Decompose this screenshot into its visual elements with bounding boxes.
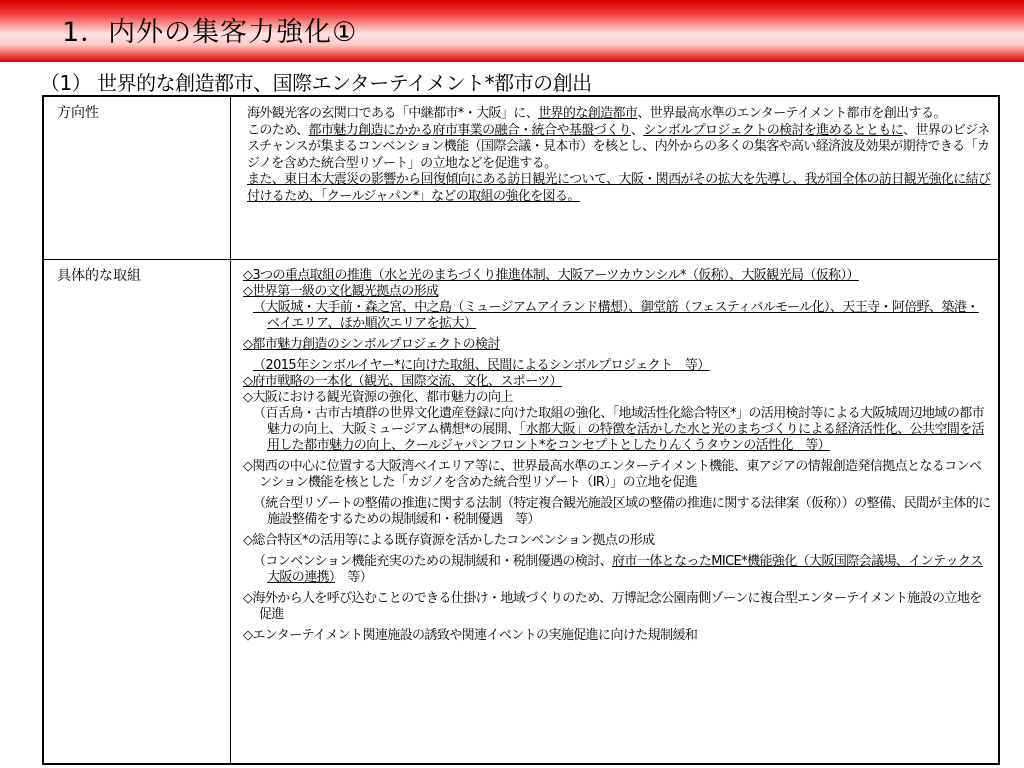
list-item: ◇関西の中心に位置する大阪湾ベイエリア等に、世界最高水準のエンターテイメント機能、東アジアの情報創造発信拠点となるコンベンション機能を核とした「カジノを含めた統合型リゾート（IR）」の立地を促進 bbox=[243, 458, 982, 490]
list-item: ◇エンターテイメント関連施設の誘致や関連イベントの実施促進に向けた規制緩和 bbox=[243, 627, 698, 643]
direction-label: 方向性 bbox=[43, 96, 231, 259]
direction-paragraph-1: 海外観光客の玄関口である「中継都市*・大阪」に、世界的な創造都市、世界最高水準のエンターテイメント都市を創出する。 bbox=[247, 106, 946, 121]
table-row-direction bbox=[43, 96, 999, 259]
list-item: ◇3つの重点取組の推進（水と光のまちづくり推進体制、大阪アーツカウンシル*（仮称）、大阪観光局（仮称）） bbox=[243, 267, 859, 283]
list-item: ◇海外から人を呼び込むことのできる仕掛け・地域づくりのため、万博記念公園南側ゾーンに複合型エンターテイメント施設の立地を促進 bbox=[243, 590, 982, 622]
list-item: ◇総合特区*の活用等による既存資源を活かしたコンベンション拠点の形成 bbox=[243, 532, 655, 548]
list-item-detail: （百舌鳥・古市古墳群の世界文化遺産登録に向けた取組の強化、「地域活性化総合特区*」の活用検討等による大阪城周辺地域の都市魅力の向上、大阪ミュージアム構想*の展開、「水都大阪」の特徴を活かした水と光のまちづくりによる経済活性化、公共空間を活用した都市魅力の向上、クールジャパンフロント*をコンセプトとしたりんくうタウンの活性化 等） bbox=[253, 405, 985, 453]
actions-content bbox=[231, 259, 1000, 764]
list-item: ◇世界第一級の文化観光拠点の形成 bbox=[243, 283, 439, 299]
direction-paragraph-3: また、東日本大震災の影響から回復傾向にある訪日観光について、大阪・関西がその拡大を先導し、我が国全体の訪日観光強化に結び付けるため、「クールジャパン*」などの取組の強化を図る。 bbox=[247, 172, 991, 204]
title-banner bbox=[0, 0, 1024, 62]
list-item: ◇府市戦略の一本化（観光、国際交流、文化、スポーツ） bbox=[243, 373, 562, 389]
actions-label: 具体的な取組 bbox=[43, 259, 231, 764]
section-subtitle: （1） 世界的な創造都市、国際エンターテイメント*都市の創出 bbox=[40, 71, 592, 95]
list-item-detail: （統合型リゾートの整備の推進に関する法制（特定複合観光施設区域の整備の推進に関する法律案（仮称））の整備、民間が主体的に施設整備をするための規制緩和・税制優遇 等） bbox=[253, 495, 991, 527]
list-item: ◇都市魅力創造のシンボルプロジェクトの検討 bbox=[243, 336, 500, 352]
list-item-detail: （2015年シンボルイヤー*に向けた取組、民間によるシンボルプロジェクト 等） bbox=[253, 357, 710, 373]
list-item-detail: （大阪城・大手前・森之宮、中之島（ミュージアムアイランド構想）、御堂筋（フェスティバルモール化）、天王寺・阿倍野、築港・ベイエリア、ほか順次エリアを拡大） bbox=[253, 299, 979, 331]
list-item-detail: （コンベンション機能充実のための規制緩和・税制優遇の検討、府市一体となったMICE*機能強化（大阪国際会議場、インテックス大阪の連携） 等） bbox=[253, 553, 983, 585]
page-title: 1．内外の集客力強化① bbox=[62, 17, 358, 48]
direction-paragraph-2: このため、都市魅力創造にかかる府市事業の融合・統合や基盤づくり、シンボルプロジェクトの検討を進めるとともに、世界のビジネスチャンスが集まるコンベンション機能（国際会議・見本市）を核とし、内外からの多くの集客や高い経済波及効果が期待できる「カジノを含めた統合型リゾート」の立地などを促進する。 bbox=[247, 122, 990, 171]
policy-table bbox=[42, 95, 1000, 765]
list-item: ◇大阪における観光資源の強化、都市魅力の向上 bbox=[243, 389, 513, 405]
table-row-actions bbox=[43, 259, 999, 764]
direction-content bbox=[231, 96, 1000, 259]
